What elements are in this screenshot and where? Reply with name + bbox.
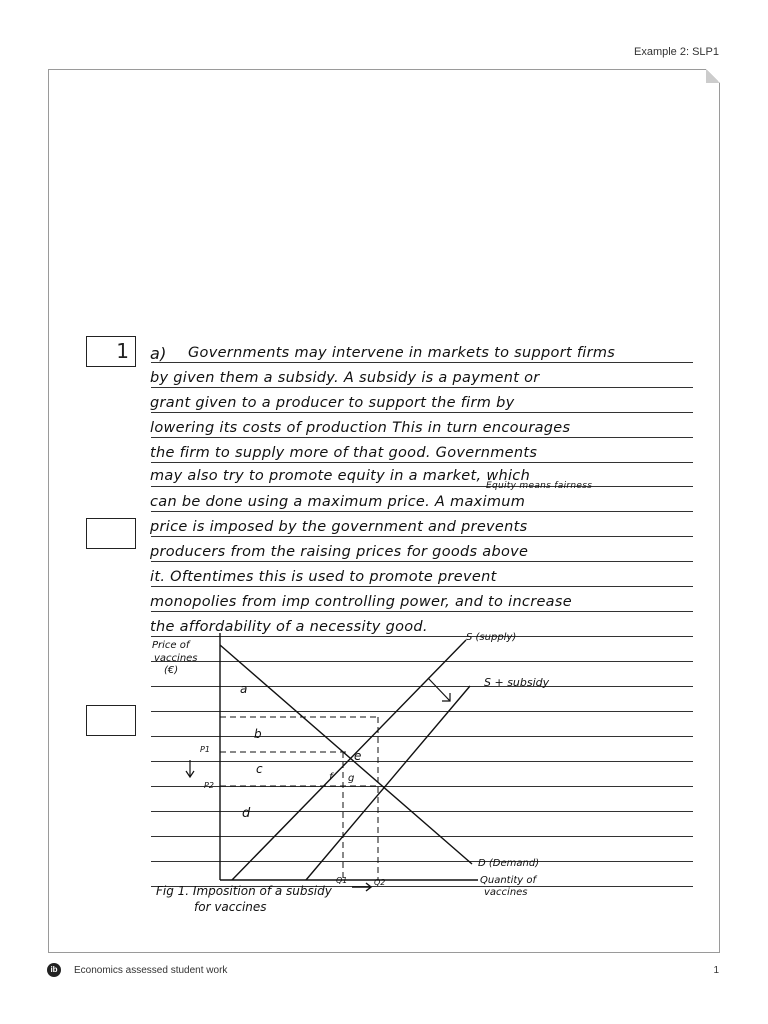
figure-caption-2: for vaccines	[194, 900, 267, 914]
answer-line-9: producers from the raising prices for goods above	[150, 544, 529, 560]
answer-line-12: the affordability of a necessity good.	[150, 619, 428, 635]
answer-line-1: Governments may intervene in markets to support firms	[188, 345, 616, 361]
x-axis-label-2: vaccines	[484, 887, 528, 898]
x-axis-label-1: Quantity of	[480, 875, 537, 886]
supply-curve	[232, 640, 466, 880]
area-g: g	[348, 773, 355, 784]
answer-line-5: the firm to supply more of that good. Governments	[150, 445, 538, 461]
question-number-box: 1	[86, 336, 136, 367]
answer-line-8: price is imposed by the government and prevents	[150, 519, 528, 535]
subsidy-supply-curve	[306, 686, 470, 880]
answer-line-7: can be done using a maximum price. A maximum	[150, 494, 526, 510]
p2-label: P2	[204, 781, 214, 790]
demand-label: D (Demand)	[478, 858, 540, 869]
area-b: b	[254, 727, 262, 741]
q1-label: Q1	[336, 876, 348, 885]
p1-label: P1	[200, 745, 210, 754]
area-f: f	[329, 772, 333, 783]
shift-arrow	[428, 678, 450, 701]
demand-curve	[220, 645, 472, 864]
q2-label: Q2	[374, 878, 386, 887]
y-axis-label-2: vaccines	[154, 653, 198, 664]
supply-label: S (supply)	[466, 632, 517, 643]
answer-line-11: monopolies from imp controlling power, and to increase	[150, 594, 572, 610]
area-e: e	[354, 749, 362, 763]
area-a: a	[240, 682, 248, 696]
y-axis-label-3: (€)	[164, 665, 179, 676]
answer-line-3: grant given to a producer to support the firm by	[150, 395, 515, 411]
question-part: a)	[150, 344, 167, 363]
page-number: 1	[713, 965, 719, 976]
answer-line-4: lowering its costs of production This in turn encourages	[150, 420, 571, 436]
area-c: c	[256, 762, 263, 776]
y-axis-label-1: Price of	[152, 640, 190, 651]
answer-line-6: may also try to promote equity in a market, which	[150, 468, 531, 484]
answer-line-2: by given them a subsidy. A subsidy is a payment or	[150, 370, 540, 386]
answer-line-10: it. Oftentimes this is used to promote prevent	[150, 569, 497, 585]
insertion-note: Equity means fairness	[486, 481, 593, 491]
figure-caption-1: Fig 1. Imposition of a subsidy	[156, 884, 332, 898]
ib-logo: ib	[47, 963, 61, 977]
header-label: Example 2: SLP1	[634, 46, 719, 58]
footer-text: Economics assessed student work	[74, 965, 228, 976]
area-d: d	[242, 806, 251, 821]
subsidy-label: S + subsidy	[484, 676, 550, 689]
